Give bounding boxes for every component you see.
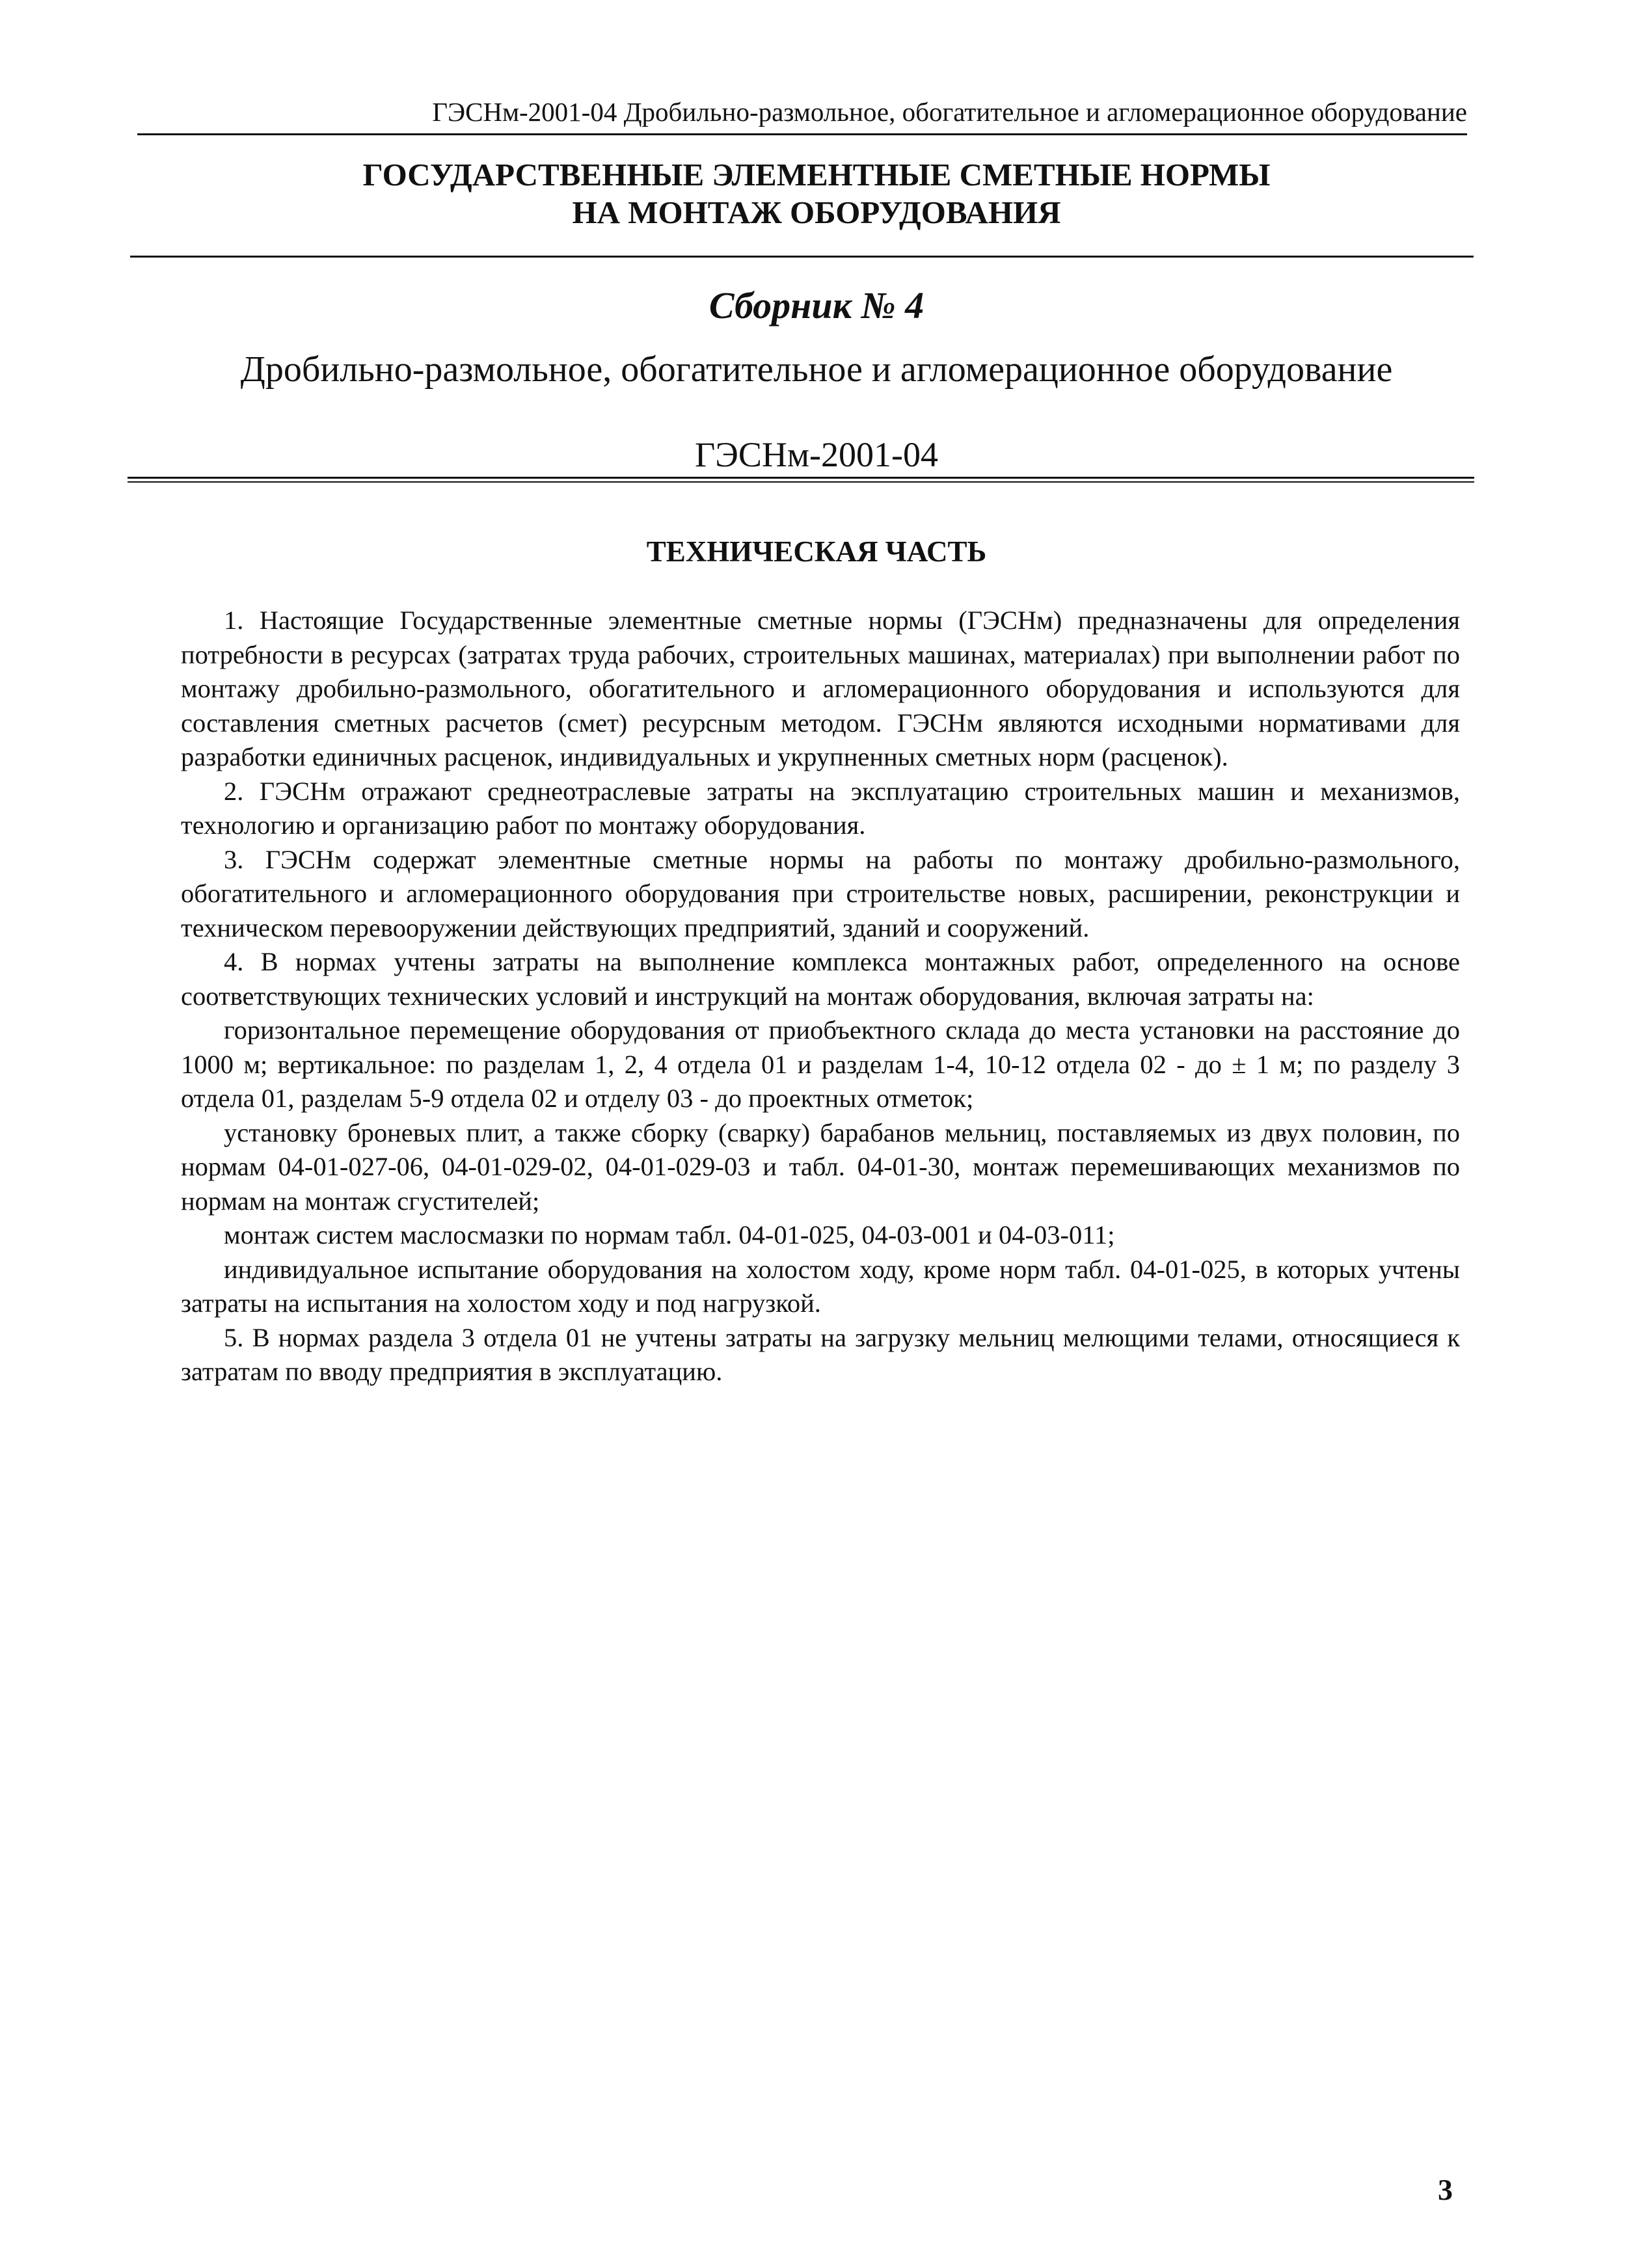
paragraph: 4. В нормах учтены затраты на выполнение комплекса монтажных работ, определенного на основе соответствующих технических условий и инструкций на монтаж оборудования, включая затраты на:: [181, 947, 1460, 1011]
section-title: ТЕХНИЧЕСКАЯ ЧАСТЬ: [646, 535, 987, 568]
running-header: ГЭСНм-2001-04 Дробильно-размольное, обогатительное и агломерационное оборудование: [432, 97, 1467, 127]
document-title-line1: ГОСУДАРСТВЕННЫЕ ЭЛЕМЕНТНЫЕ СМЕТНЫЕ НОРМЫ: [362, 157, 1271, 193]
header-divider: [137, 133, 1467, 135]
paragraph: 5. В нормах раздела 3 отдела 01 не учтены затраты на загрузку мельниц мелющими телами, относящиеся к затратам по вводу предприятия в эксплуатацию.: [181, 1322, 1460, 1386]
document-code: ГЭСНм-2001-04: [694, 435, 939, 474]
paragraph: монтаж систем маслосмазки по нормам табл. 04-01-025, 04-03-001 и 04-03-011;: [224, 1220, 1115, 1249]
body-text: [181, 604, 1460, 1389]
collection-number: Сборник № 4: [709, 284, 924, 327]
document-title-line2: НА МОНТАЖ ОБОРУДОВАНИЯ: [572, 194, 1061, 230]
page-number: 3: [1438, 2173, 1453, 2206]
paragraph: индивидуальное испытание оборудования на холостом ходу, кроме норм табл. 04-01-025, в которых учтены затраты на испытания на холостом ходу и под нагрузкой.: [181, 1254, 1460, 1318]
paragraph: 3. ГЭСНм содержат элементные сметные нормы на работы по монтажу дробильно-размольного, обогатительного и агломерационного оборудования при строительстве новых, расширении, реконструкции и техническом перевооружении действующих предприятий, зданий и сооружений.: [181, 844, 1460, 942]
double-divider: [128, 477, 1474, 483]
title-divider: [130, 256, 1474, 258]
paragraph: 1. Настоящие Государственные элементные сметные нормы (ГЭСНм) предназначены для определения потребности в ресурсах (затратах труда рабочих, строительных машинах, материалах) при выполнении работ по монтажу дробильно-размольного, обогатительного и агломерационного оборудования и используются для составления сметных расчетов (смет) ресурсным методом. ГЭСНм являются исходными нормативами для разработки единичных расценок, индивидуальных и укрупненных сметных норм (расценок).: [181, 606, 1460, 771]
paragraph: горизонтальное перемещение оборудования от приобъектного склада до места установки на расстояние до 1000 м; вертикальное: по разделам 1, 2, 4 отдела 01 и разделам 1-4, 10-12 отдела 02 - до ± 1 м; по разделу 3 отдела 01, разделам 5-9 отдела 02 и отделу 03 - до проектных отметок;: [181, 1015, 1460, 1113]
paragraph: 2. ГЭСНм отражают среднеотраслевые затраты на эксплуатацию строительных машин и механизмов, технологию и организацию работ по монтажу оборудования.: [181, 776, 1460, 840]
paragraph: установку броневых плит, а также сборку (сварку) барабанов мельниц, поставляемых из двух половин, по нормам 04-01-027-06, 04-01-029-02, 04-01-029-03 и табл. 04-01-30, монтаж перемешивающих механизмов по нормам на монтаж сгустителей;: [181, 1117, 1460, 1216]
collection-subtitle: Дробильно-размольное, обогатительное и агломерационное оборудование: [240, 349, 1393, 390]
